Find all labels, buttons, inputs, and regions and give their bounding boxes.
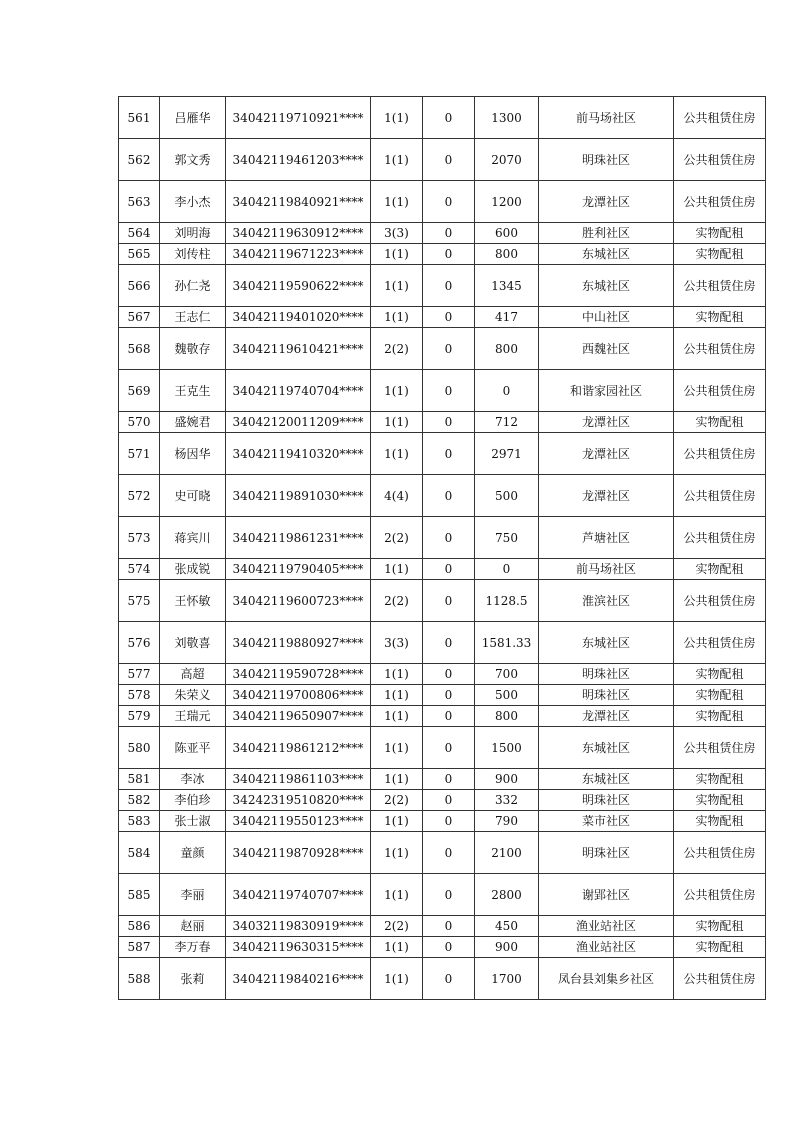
amount-cell: 800 (475, 244, 539, 265)
household-size-cell: 1(1) (371, 265, 423, 307)
amount-cell: 790 (475, 811, 539, 832)
name-cell: 王怀敏 (160, 580, 226, 622)
table-row (119, 517, 766, 559)
name-cell: 陈亚平 (160, 727, 226, 769)
name-cell: 李冰 (160, 769, 226, 790)
zero-value-cell: 0 (423, 622, 475, 664)
housing-type-label: 公共租赁住房 (683, 194, 756, 209)
housing-type-label: 实物配租 (695, 772, 744, 786)
community-cell: 渔业站社区 (539, 937, 674, 958)
housing-type-label: 公共租赁住房 (683, 278, 756, 293)
housing-type-cell (674, 937, 766, 958)
zero-value-cell: 0 (423, 916, 475, 937)
table-row (119, 706, 766, 727)
table-row (119, 223, 766, 244)
row-number-cell: 569 (119, 370, 160, 412)
table-row (119, 622, 766, 664)
row-number-cell: 575 (119, 580, 160, 622)
housing-type-cell (674, 244, 766, 265)
amount-cell: 1581.33 (475, 622, 539, 664)
name-cell: 郭文秀 (160, 139, 226, 181)
row-number-cell: 584 (119, 832, 160, 874)
housing-type-label: 公共租赁住房 (683, 110, 756, 125)
household-size-cell: 1(1) (371, 769, 423, 790)
row-number-cell: 580 (119, 727, 160, 769)
id-number-cell: 34042119650907**** (226, 706, 371, 727)
table-row (119, 937, 766, 958)
zero-value-cell: 0 (423, 769, 475, 790)
amount-cell: 2100 (475, 832, 539, 874)
zero-value-cell: 0 (423, 874, 475, 916)
name-cell: 李万春 (160, 937, 226, 958)
household-size-cell: 2(2) (371, 916, 423, 937)
housing-type-cell (674, 790, 766, 811)
household-size-cell: 4(4) (371, 475, 423, 517)
housing-type-label: 实物配租 (695, 226, 744, 240)
row-number-cell: 562 (119, 139, 160, 181)
name-cell: 朱荣义 (160, 685, 226, 706)
community-cell: 西魏社区 (539, 328, 674, 370)
community-cell: 龙潭社区 (539, 181, 674, 223)
name-cell: 王志仁 (160, 307, 226, 328)
row-number-cell: 582 (119, 790, 160, 811)
id-number-cell: 34042119461203**** (226, 139, 371, 181)
zero-value-cell: 0 (423, 790, 475, 811)
household-size-cell: 1(1) (371, 412, 423, 433)
name-cell: 张士淑 (160, 811, 226, 832)
housing-type-label: 实物配租 (695, 709, 744, 723)
amount-cell: 417 (475, 307, 539, 328)
housing-type-cell (674, 328, 766, 370)
table-row (119, 811, 766, 832)
table-row (119, 769, 766, 790)
housing-type-cell (674, 181, 766, 223)
housing-type-label: 实物配租 (695, 793, 744, 807)
housing-type-cell (674, 811, 766, 832)
amount-cell: 700 (475, 664, 539, 685)
household-size-cell: 1(1) (371, 874, 423, 916)
community-cell: 明珠社区 (539, 685, 674, 706)
zero-value-cell: 0 (423, 223, 475, 244)
community-cell: 中山社区 (539, 307, 674, 328)
name-cell: 孙仁尧 (160, 265, 226, 307)
zero-value-cell: 0 (423, 580, 475, 622)
community-cell: 芦塘社区 (539, 517, 674, 559)
table-row (119, 475, 766, 517)
row-number-cell: 574 (119, 559, 160, 580)
table-row (119, 328, 766, 370)
amount-cell: 800 (475, 706, 539, 727)
zero-value-cell: 0 (423, 244, 475, 265)
row-number-cell: 572 (119, 475, 160, 517)
table-row (119, 265, 766, 307)
row-number-cell: 578 (119, 685, 160, 706)
id-number-cell: 34042119671223**** (226, 244, 371, 265)
community-cell: 和谐家园社区 (539, 370, 674, 412)
row-number-cell: 571 (119, 433, 160, 475)
community-cell: 东城社区 (539, 727, 674, 769)
amount-cell: 900 (475, 937, 539, 958)
housing-type-cell (674, 727, 766, 769)
community-cell: 前马场社区 (539, 559, 674, 580)
community-cell: 东城社区 (539, 622, 674, 664)
id-number-cell: 34042119861231**** (226, 517, 371, 559)
roster-body (119, 97, 766, 1000)
row-number-cell: 585 (119, 874, 160, 916)
household-size-cell: 1(1) (371, 958, 423, 1000)
zero-value-cell: 0 (423, 559, 475, 580)
row-number-cell: 567 (119, 307, 160, 328)
household-size-cell: 1(1) (371, 832, 423, 874)
row-number-cell: 570 (119, 412, 160, 433)
id-number-cell: 34042119891030**** (226, 475, 371, 517)
row-number-cell: 586 (119, 916, 160, 937)
amount-cell: 500 (475, 475, 539, 517)
amount-cell: 2971 (475, 433, 539, 475)
community-cell: 谢郢社区 (539, 874, 674, 916)
zero-value-cell: 0 (423, 370, 475, 412)
row-number-cell: 588 (119, 958, 160, 1000)
zero-value-cell: 0 (423, 958, 475, 1000)
zero-value-cell: 0 (423, 727, 475, 769)
housing-type-cell (674, 265, 766, 307)
name-cell: 王瑞元 (160, 706, 226, 727)
zero-value-cell: 0 (423, 811, 475, 832)
housing-type-cell (674, 433, 766, 475)
housing-type-label: 公共租赁住房 (683, 845, 756, 860)
community-cell: 渔业站社区 (539, 916, 674, 937)
row-number-cell: 565 (119, 244, 160, 265)
housing-type-label: 实物配租 (695, 562, 744, 576)
row-number-cell: 561 (119, 97, 160, 139)
name-cell: 张莉 (160, 958, 226, 1000)
household-size-cell: 2(2) (371, 328, 423, 370)
housing-type-cell (674, 769, 766, 790)
name-cell: 杨因华 (160, 433, 226, 475)
id-number-cell: 34242319510820**** (226, 790, 371, 811)
name-cell: 史可晓 (160, 475, 226, 517)
community-cell: 前马场社区 (539, 97, 674, 139)
amount-cell: 2070 (475, 139, 539, 181)
id-number-cell: 34042119600723**** (226, 580, 371, 622)
id-number-cell: 34042119410320**** (226, 433, 371, 475)
housing-type-label: 公共租赁住房 (683, 740, 756, 755)
community-cell: 龙潭社区 (539, 475, 674, 517)
household-size-cell: 3(3) (371, 223, 423, 244)
community-cell: 龙潭社区 (539, 412, 674, 433)
housing-type-label: 公共租赁住房 (683, 971, 756, 986)
housing-type-cell (674, 622, 766, 664)
table-row (119, 244, 766, 265)
table-row (119, 307, 766, 328)
id-number-cell: 34042119861212**** (226, 727, 371, 769)
table-row (119, 433, 766, 475)
name-cell: 李伯珍 (160, 790, 226, 811)
name-cell: 李丽 (160, 874, 226, 916)
table-row (119, 580, 766, 622)
housing-type-label: 实物配租 (695, 814, 744, 828)
amount-cell: 1700 (475, 958, 539, 1000)
amount-cell: 1500 (475, 727, 539, 769)
id-number-cell: 34032119830919**** (226, 916, 371, 937)
zero-value-cell: 0 (423, 664, 475, 685)
zero-value-cell: 0 (423, 412, 475, 433)
community-cell: 淮滨社区 (539, 580, 674, 622)
housing-type-label: 实物配租 (695, 688, 744, 702)
id-number-cell: 34042119630912**** (226, 223, 371, 244)
id-number-cell: 34042119840921**** (226, 181, 371, 223)
household-size-cell: 1(1) (371, 727, 423, 769)
id-number-cell: 34042119840216**** (226, 958, 371, 1000)
zero-value-cell: 0 (423, 307, 475, 328)
household-size-cell: 1(1) (371, 664, 423, 685)
table-row (119, 559, 766, 580)
household-size-cell: 1(1) (371, 97, 423, 139)
housing-type-cell (674, 307, 766, 328)
zero-value-cell: 0 (423, 685, 475, 706)
row-number-cell: 563 (119, 181, 160, 223)
housing-type-label: 公共租赁住房 (683, 593, 756, 608)
amount-cell: 450 (475, 916, 539, 937)
community-cell: 明珠社区 (539, 664, 674, 685)
amount-cell: 1345 (475, 265, 539, 307)
zero-value-cell: 0 (423, 706, 475, 727)
row-number-cell: 581 (119, 769, 160, 790)
community-cell: 明珠社区 (539, 790, 674, 811)
housing-type-label: 实物配租 (695, 310, 744, 324)
amount-cell: 332 (475, 790, 539, 811)
name-cell: 刘敬喜 (160, 622, 226, 664)
table-row (119, 370, 766, 412)
id-number-cell: 34042119740707**** (226, 874, 371, 916)
row-number-cell: 564 (119, 223, 160, 244)
housing-type-cell (674, 412, 766, 433)
id-number-cell: 34042119590728**** (226, 664, 371, 685)
amount-cell: 712 (475, 412, 539, 433)
zero-value-cell: 0 (423, 181, 475, 223)
housing-type-cell (674, 559, 766, 580)
housing-type-label: 公共租赁住房 (683, 488, 756, 503)
community-cell: 龙潭社区 (539, 433, 674, 475)
household-size-cell: 1(1) (371, 244, 423, 265)
id-number-cell: 34042119610421**** (226, 328, 371, 370)
community-cell: 东城社区 (539, 265, 674, 307)
row-number-cell: 566 (119, 265, 160, 307)
amount-cell: 900 (475, 769, 539, 790)
community-cell: 东城社区 (539, 244, 674, 265)
household-size-cell: 1(1) (371, 307, 423, 328)
zero-value-cell: 0 (423, 97, 475, 139)
table-row (119, 685, 766, 706)
zero-value-cell: 0 (423, 475, 475, 517)
community-cell: 凤台县刘集乡社区 (539, 958, 674, 1000)
table-row (119, 958, 766, 1000)
zero-value-cell: 0 (423, 139, 475, 181)
id-number-cell: 34042119710921**** (226, 97, 371, 139)
housing-type-cell (674, 916, 766, 937)
housing-type-cell (674, 832, 766, 874)
housing-type-cell (674, 664, 766, 685)
household-size-cell: 2(2) (371, 790, 423, 811)
table-row (119, 139, 766, 181)
community-cell: 龙潭社区 (539, 706, 674, 727)
housing-type-label: 公共租赁住房 (683, 152, 756, 167)
name-cell: 蒋宾川 (160, 517, 226, 559)
amount-cell: 750 (475, 517, 539, 559)
household-size-cell: 1(1) (371, 685, 423, 706)
name-cell: 赵丽 (160, 916, 226, 937)
table-row (119, 97, 766, 139)
household-size-cell: 2(2) (371, 517, 423, 559)
row-number-cell: 577 (119, 664, 160, 685)
name-cell: 高超 (160, 664, 226, 685)
housing-type-label: 公共租赁住房 (683, 446, 756, 461)
table-row (119, 727, 766, 769)
row-number-cell: 583 (119, 811, 160, 832)
table-row (119, 832, 766, 874)
household-size-cell: 1(1) (371, 370, 423, 412)
row-number-cell: 573 (119, 517, 160, 559)
household-size-cell: 1(1) (371, 559, 423, 580)
zero-value-cell: 0 (423, 328, 475, 370)
housing-type-cell (674, 874, 766, 916)
amount-cell: 0 (475, 559, 539, 580)
table-row (119, 874, 766, 916)
id-number-cell: 34042119870928**** (226, 832, 371, 874)
housing-type-label: 公共租赁住房 (683, 635, 756, 650)
row-number-cell: 579 (119, 706, 160, 727)
name-cell: 张成锐 (160, 559, 226, 580)
name-cell: 刘传柱 (160, 244, 226, 265)
row-number-cell: 576 (119, 622, 160, 664)
community-cell: 明珠社区 (539, 139, 674, 181)
id-number-cell: 34042120011209**** (226, 412, 371, 433)
zero-value-cell: 0 (423, 265, 475, 307)
id-number-cell: 34042119861103**** (226, 769, 371, 790)
id-number-cell: 34042119700806**** (226, 685, 371, 706)
housing-type-cell (674, 223, 766, 244)
table-row (119, 790, 766, 811)
zero-value-cell: 0 (423, 433, 475, 475)
amount-cell: 1300 (475, 97, 539, 139)
housing-type-label: 实物配租 (695, 667, 744, 681)
housing-type-cell (674, 139, 766, 181)
zero-value-cell: 0 (423, 517, 475, 559)
housing-type-label: 实物配租 (695, 415, 744, 429)
housing-type-label: 公共租赁住房 (683, 530, 756, 545)
housing-roster-table (118, 96, 766, 1000)
name-cell: 盛婉君 (160, 412, 226, 433)
id-number-cell: 34042119790405**** (226, 559, 371, 580)
household-size-cell: 2(2) (371, 580, 423, 622)
household-size-cell: 1(1) (371, 706, 423, 727)
housing-type-label: 公共租赁住房 (683, 383, 756, 398)
id-number-cell: 34042119740704**** (226, 370, 371, 412)
amount-cell: 2800 (475, 874, 539, 916)
housing-type-label: 公共租赁住房 (683, 887, 756, 902)
community-cell: 菜市社区 (539, 811, 674, 832)
housing-type-cell (674, 97, 766, 139)
name-cell: 刘明海 (160, 223, 226, 244)
id-number-cell: 34042119880927**** (226, 622, 371, 664)
name-cell: 王克生 (160, 370, 226, 412)
table-row (119, 916, 766, 937)
housing-type-label: 公共租赁住房 (683, 341, 756, 356)
community-cell: 胜利社区 (539, 223, 674, 244)
household-size-cell: 1(1) (371, 181, 423, 223)
name-cell: 吕雁华 (160, 97, 226, 139)
housing-type-label: 实物配租 (695, 247, 744, 261)
household-size-cell: 1(1) (371, 433, 423, 475)
name-cell: 魏敬存 (160, 328, 226, 370)
name-cell: 童颜 (160, 832, 226, 874)
id-number-cell: 34042119590622**** (226, 265, 371, 307)
id-number-cell: 34042119550123**** (226, 811, 371, 832)
household-size-cell: 1(1) (371, 811, 423, 832)
table-row (119, 181, 766, 223)
row-number-cell: 568 (119, 328, 160, 370)
table-row (119, 412, 766, 433)
household-size-cell: 1(1) (371, 139, 423, 181)
housing-type-cell (674, 580, 766, 622)
household-size-cell: 1(1) (371, 937, 423, 958)
household-size-cell: 3(3) (371, 622, 423, 664)
row-number-cell: 587 (119, 937, 160, 958)
amount-cell: 800 (475, 328, 539, 370)
table-row (119, 664, 766, 685)
amount-cell: 600 (475, 223, 539, 244)
community-cell: 明珠社区 (539, 832, 674, 874)
zero-value-cell: 0 (423, 832, 475, 874)
housing-type-cell (674, 517, 766, 559)
housing-type-cell (674, 685, 766, 706)
amount-cell: 1128.5 (475, 580, 539, 622)
housing-type-cell (674, 475, 766, 517)
amount-cell: 1200 (475, 181, 539, 223)
housing-type-cell (674, 706, 766, 727)
id-number-cell: 34042119630315**** (226, 937, 371, 958)
name-cell: 李小杰 (160, 181, 226, 223)
amount-cell: 0 (475, 370, 539, 412)
community-cell: 东城社区 (539, 769, 674, 790)
housing-type-cell (674, 370, 766, 412)
zero-value-cell: 0 (423, 937, 475, 958)
housing-type-label: 实物配租 (695, 919, 744, 933)
amount-cell: 500 (475, 685, 539, 706)
housing-type-label: 实物配租 (695, 940, 744, 954)
id-number-cell: 34042119401020**** (226, 307, 371, 328)
housing-type-cell (674, 958, 766, 1000)
